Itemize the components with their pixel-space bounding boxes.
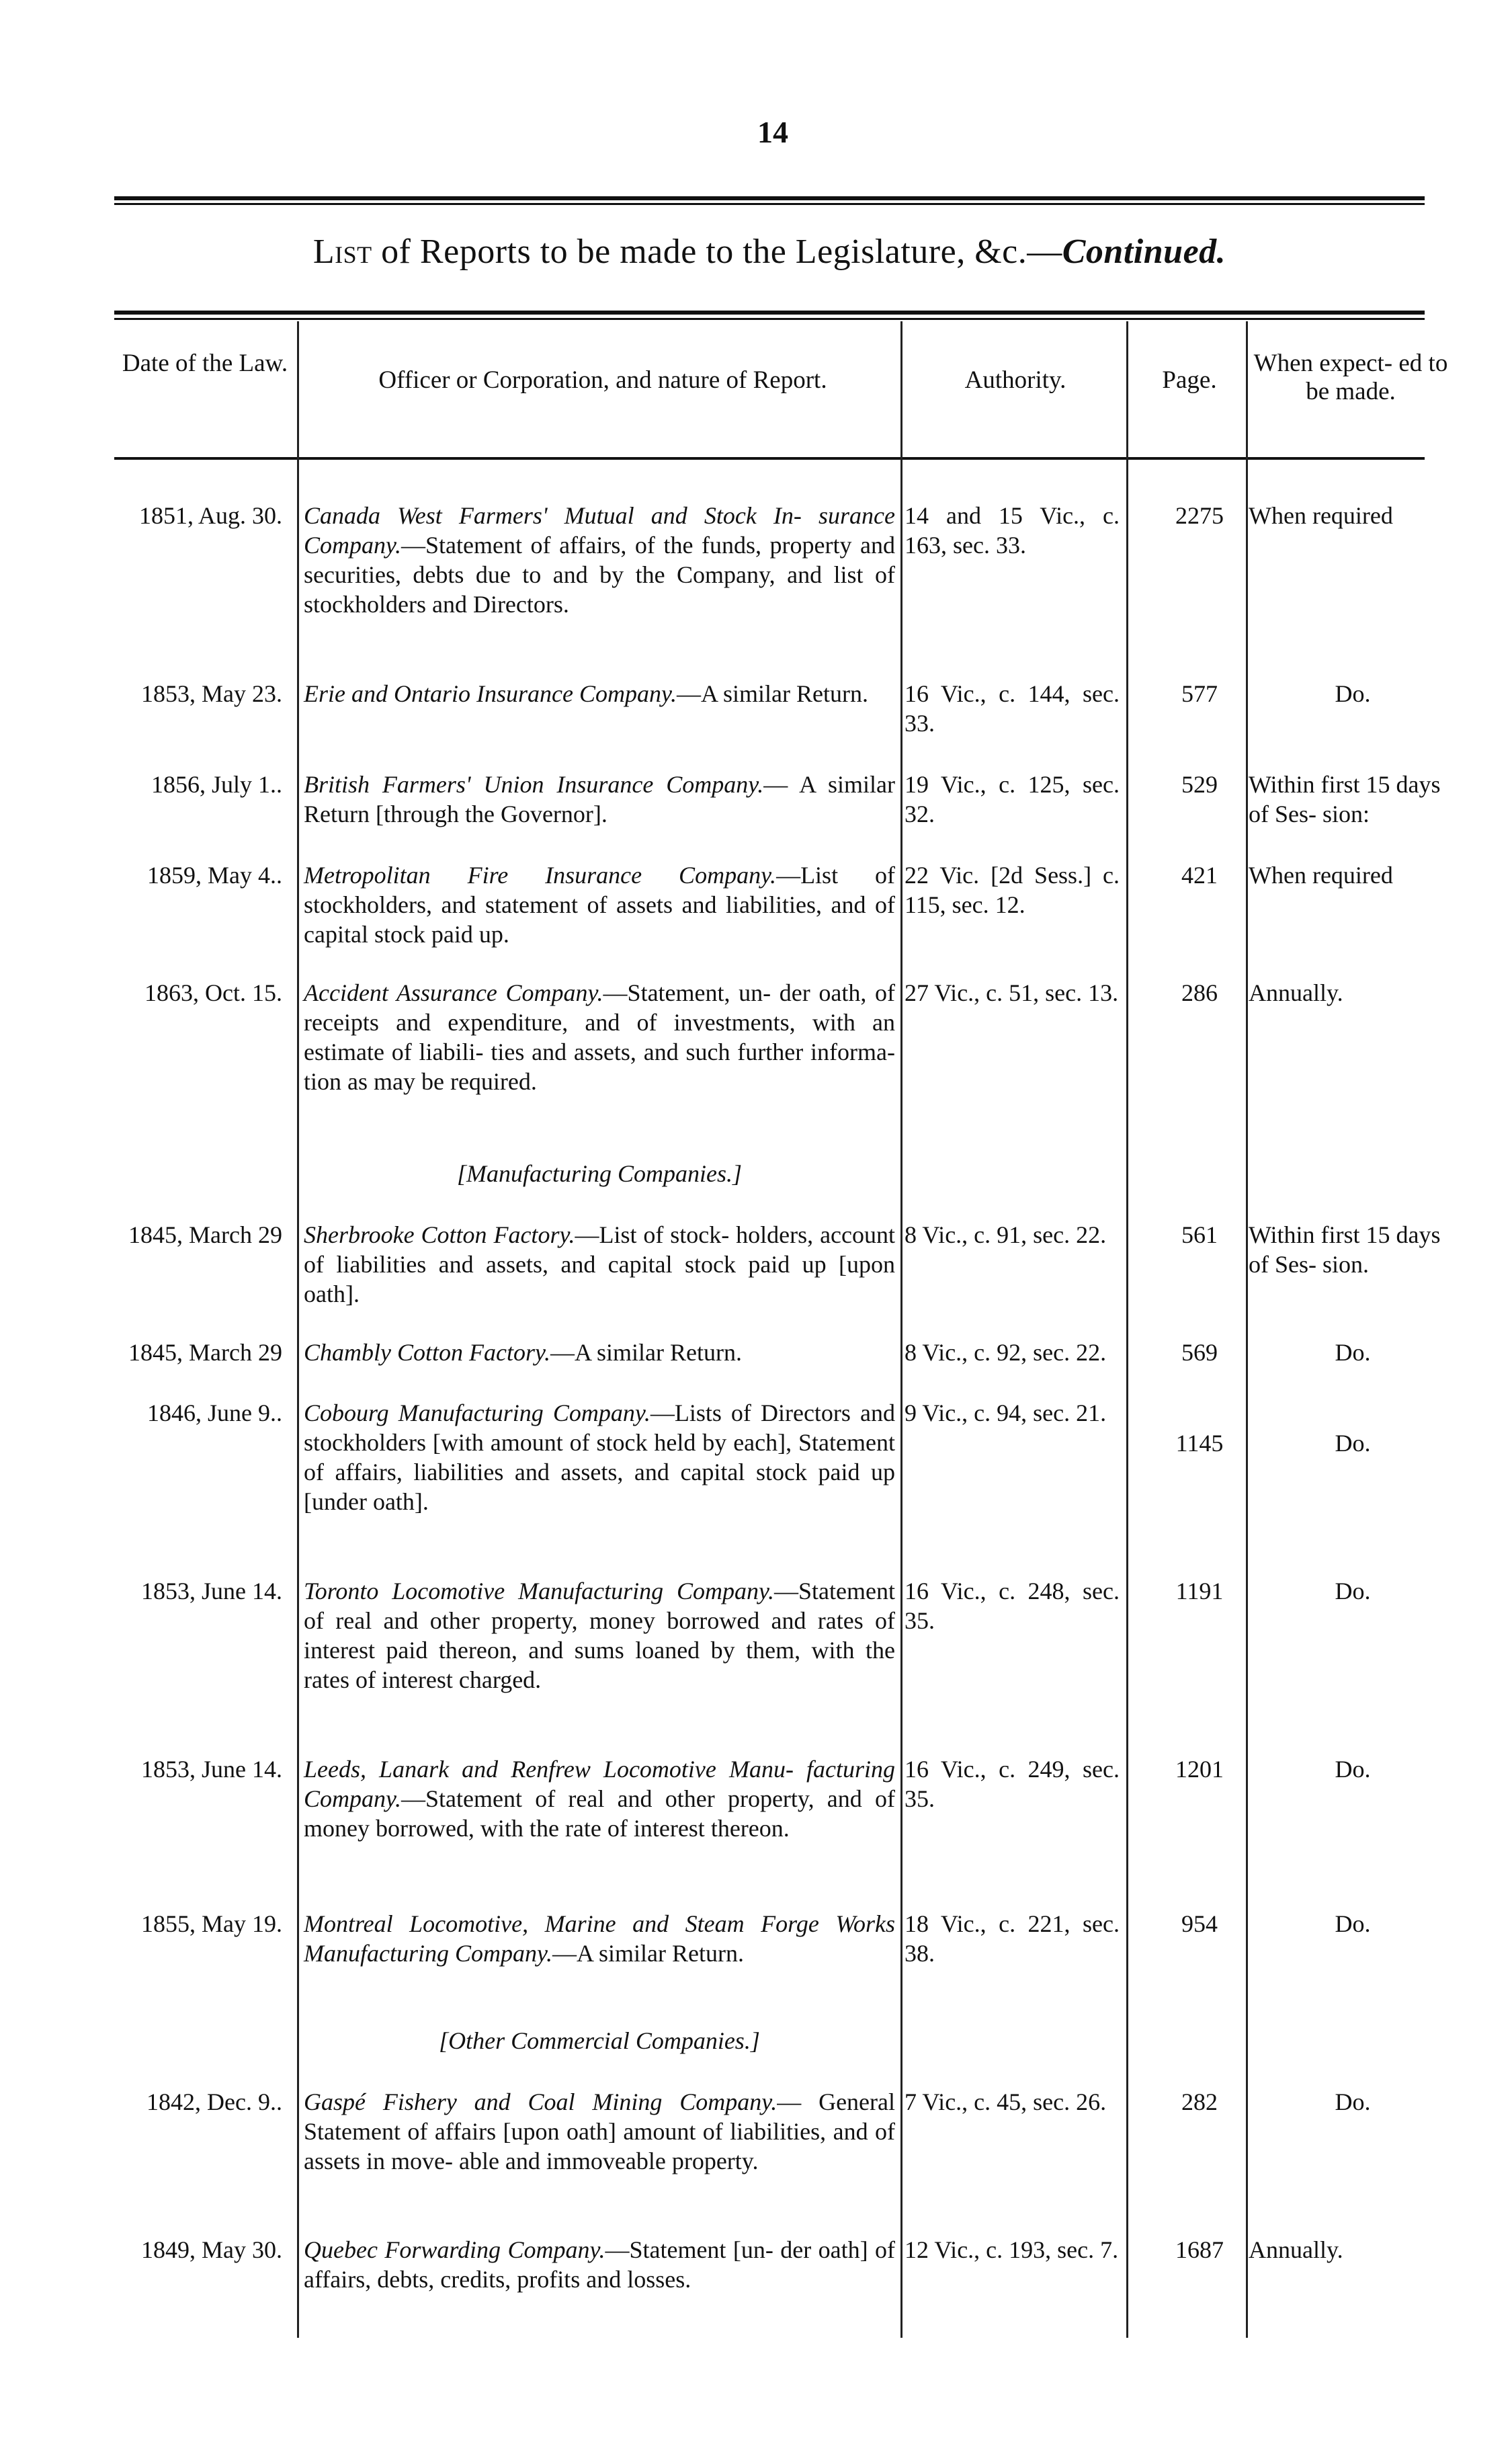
title-suffix: Continued. [1062,233,1226,271]
company-name: Chambly Cotton Factory. [304,1339,550,1366]
row-authority: 8 Vic., c. 91, sec. 22. [905,1221,1107,1248]
table-top-rule [114,311,1425,315]
row-date: 1855, May 19. [141,1910,282,1937]
report-nature: —List of stock- holders, account of liabilities and assets, and capital stock paid up [upon oath]. [304,1221,896,1307]
row-page: 1145 [1175,1430,1224,1457]
row-page: 282 [1181,2088,1218,2115]
company-name: Metropolitan Fire Insurance Company. [304,862,777,889]
report-nature: —Lists of Directors and stockholders [with amount of stock held by each], Statement of affairs, liabilities and assets, and capital stock paid up [under oath]. [304,1399,895,1515]
row-description [304,860,895,949]
row-authority: 9 Vic., c. 94, sec. 21. [905,1399,1107,1426]
row-page: 421 [1181,862,1218,889]
report-nature: —Statement, un- der oath, of receipts and expenditure, and of investments, with an estimate of liabili- ties and assets, and such further informa- tion as may be required. [304,979,895,1095]
row-when: When required [1249,862,1393,889]
column-divider [297,321,299,2338]
row-date: 1863, Oct. 15. [144,979,282,1006]
column-divider [1126,321,1128,2338]
report-nature: —A similar Return. [550,1339,742,1366]
row-description [304,501,895,619]
row-when: Do. [1335,1910,1371,1937]
row-date: 1846, June 9.. [147,1399,282,1426]
row-description [304,1754,895,1843]
company-name: Erie and Ontario Insurance Company. [304,680,677,707]
row-when: Do. [1335,1578,1371,1604]
page-number: 14 [757,115,788,149]
row-description [304,1576,895,1695]
row-page: 529 [1181,771,1218,798]
title-prefix: List [312,233,372,271]
header-page: Page. [1162,366,1217,394]
column-divider [900,321,902,2338]
header-officer: Officer or Corporation, and nature of Report. [378,366,827,394]
list-title [114,232,1425,272]
row-date: 1842, Dec. 9.. [146,2088,282,2115]
row-description [304,978,895,1096]
header-bottom-rule [114,457,1425,460]
row-description [304,1338,895,1367]
row-date: 1859, May 4.. [147,862,282,889]
header-when: When expect- ed to be made. [1253,350,1448,405]
report-nature: —Statement of real and other property, money borrowed and rates of interest paid thereon, and sums loaned by them, with the rates of interest charged. [304,1578,895,1693]
row-when: Do. [1335,1339,1371,1366]
top-rule [114,196,1425,200]
row-when: Annually. [1249,2236,1343,2263]
row-page: 1687 [1175,2236,1224,2263]
company-name: Leeds, Lanark and Renfrew Locomotive Manu- facturing Company. [304,1756,895,1812]
row-date: 1851, Aug. 30. [138,502,282,529]
report-nature: —Statement [un- der oath] of affairs, debts, credits, profits and losses. [304,2236,896,2293]
company-name: Quebec Forwarding Company. [304,2236,605,2263]
row-when: Do. [1335,1430,1371,1457]
column-divider [1246,321,1248,2338]
row-date: 1849, May 30. [141,2236,282,2263]
row-description [304,679,895,708]
company-name: Montreal Locomotive, Marine and Steam Forge Works Manufacturing Company. [304,1910,895,1967]
row-page: 569 [1181,1339,1218,1366]
row-when: When required [1249,502,1393,529]
row-page: 561 [1181,1221,1218,1248]
report-nature: — A similar Return [through the Governor]. [304,771,895,827]
row-description [304,770,895,829]
row-authority: 22 Vic. [2d Sess.] c. 115, sec. 12. [905,862,1120,918]
row-description [304,1398,895,1516]
row-page: 1201 [1175,1756,1224,1783]
row-description [304,2087,895,2176]
report-nature: —Statement of affairs, of the funds, property and securities, debts due to and by the Company, and list of stockholders and Directors. [304,532,895,618]
row-page: 954 [1181,1910,1218,1937]
row-authority: 8 Vic., c. 92, sec. 22. [905,1339,1107,1366]
section-heading-commercial: [Other Commercial Companies.] [439,2027,760,2054]
row-when: Do. [1335,1756,1371,1783]
row-authority: 27 Vic., c. 51, sec. 13. [905,979,1119,1006]
row-authority: 16 Vic., c. 248, sec. 35. [905,1578,1120,1634]
row-date: 1853, June 14. [141,1756,282,1783]
section-heading-manufacturing: [Manufacturing Companies.] [456,1160,742,1187]
row-when: Do. [1335,680,1371,707]
header-date: Date of the Law. [122,350,288,377]
row-description [304,1220,895,1309]
row-date: 1856, July 1.. [151,771,282,798]
row-when: Within first 15 days of Ses- sion: [1249,771,1441,827]
row-when: Annually. [1249,979,1343,1006]
report-nature: —A similar Return. [676,680,868,707]
company-name: Gaspé Fishery and Coal Mining Company. [304,2088,778,2115]
row-date: 1845, March 29 [128,1221,282,1248]
row-authority: 16 Vic., c. 144, sec. 33. [905,680,1120,737]
row-description [304,1909,895,1968]
row-authority: 18 Vic., c. 221, sec. 38. [905,1910,1120,1967]
table-top-rule-thin [114,318,1425,320]
row-authority: 12 Vic., c. 193, sec. 7. [905,2236,1119,2263]
row-authority: 19 Vic., c. 125, sec. 32. [905,771,1120,827]
row-authority: 16 Vic., c. 249, sec. 35. [905,1756,1120,1812]
company-name: Canada West Farmers' Mutual and Stock In- surance Company. [304,502,895,559]
top-rule-thin [114,203,1425,205]
report-nature: — General Statement of affairs [upon oath] amount of liabilities, and of assets in move- able and immoveable property. [304,2088,895,2174]
row-authority: 7 Vic., c. 45, sec. 26. [905,2088,1107,2115]
row-when: Within first 15 days of Ses- sion. [1249,1221,1441,1278]
company-name: Accident Assurance Company. [304,979,603,1006]
row-date: 1845, March 29 [128,1339,282,1366]
title-middle: of Reports to be made to the Legislature, &c.— [372,233,1062,271]
header-authority: Authority. [964,366,1066,394]
row-authority: 14 and 15 Vic., c. 163, sec. 33. [905,502,1120,559]
company-name: British Farmers' Union Insurance Company. [304,771,764,798]
report-nature: —List of stockholders, and statement of assets and liabilities, and of capital stock paid up. [304,862,895,948]
row-date: 1853, May 23. [141,680,282,707]
company-name: Sherbrooke Cotton Factory. [304,1221,575,1248]
row-date: 1853, June 14. [141,1578,282,1604]
row-when: Do. [1335,2088,1371,2115]
company-name: Toronto Locomotive Manufacturing Company. [304,1578,775,1604]
company-name: Cobourg Manufacturing Company. [304,1399,650,1426]
row-page: 286 [1181,979,1218,1006]
row-page: 2275 [1175,502,1224,529]
row-page: 577 [1181,680,1218,707]
row-description [304,2235,895,2294]
report-nature: —Statement of real and other property, and of money borrowed, with the rate of interest thereon. [304,1785,895,1842]
report-nature: —A similar Return. [552,1940,744,1967]
row-page: 1191 [1175,1578,1224,1604]
